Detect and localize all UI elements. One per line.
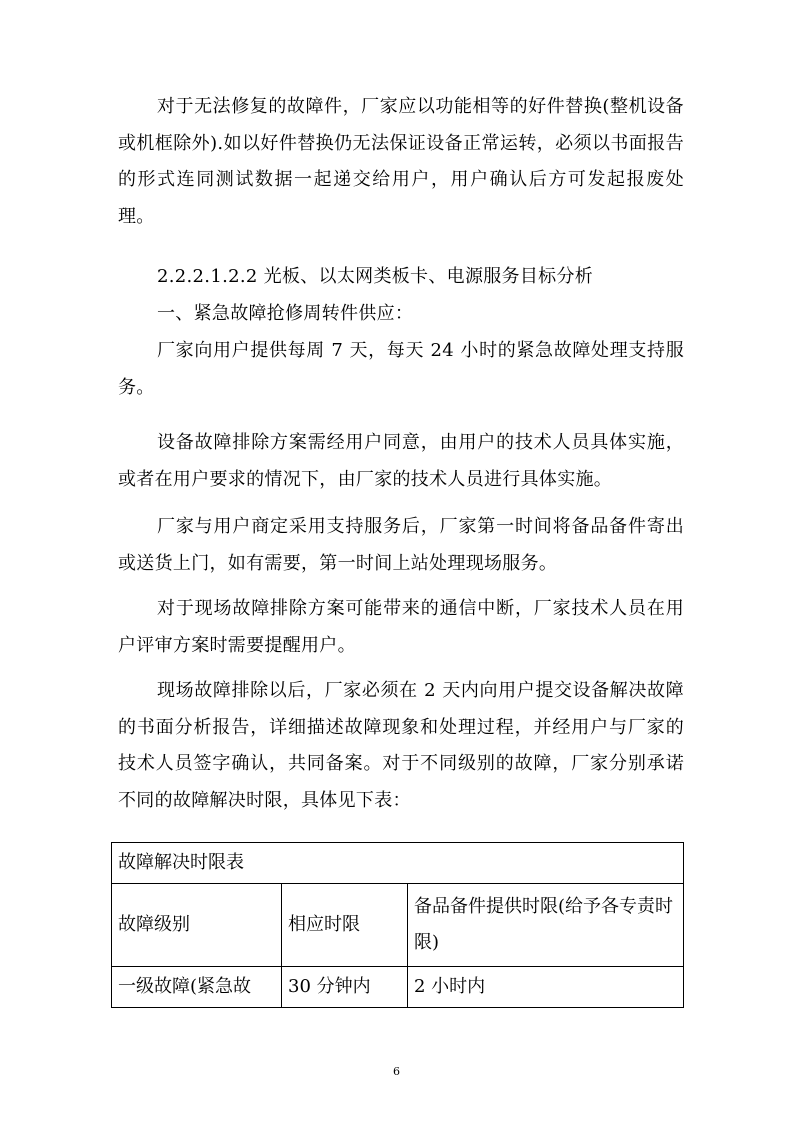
fault-resolution-table (111, 842, 684, 1008)
paragraph-replacement-policy: 对于无法修复的故障件，厂家应以功能相等的好件替换(整机设备或机框除外).如以好件替换仍无法保证设备正常运转，必须以书面报告的形式连同测试数据一起递交给用户，用户确认后方可发起报废处理。 (118, 96, 684, 228)
table-cell-response-time: 30 分钟内 (282, 967, 408, 1008)
table-header-spare-parts-time: 备品备件提供时限(给予各专责时限) (408, 884, 684, 967)
paragraph-spare-parts-delivery: 厂家与用户商定采用支持服务后，厂家第一时间将备品备件寄出或送货上门，如有需要，第一时间上站处理现场服务。 (118, 516, 684, 574)
table-title-row (112, 843, 684, 884)
page-number: 6 (393, 1065, 400, 1078)
table-header-fault-level: 故障级别 (112, 884, 282, 967)
table-cell-fault-level: 一级故障(紧急故 (112, 967, 282, 1008)
paragraph-analysis-report: 现场故障排除以后，厂家必须在 2 天内向用户提交设备解决故障的书面分析报告，详细描述故障现象和处理过程，并经用户与厂家的技术人员签字确认，共同备案。对于不同级别的故障，厂家分别承诺不同的故障解决时限，具体见下表： (118, 680, 684, 812)
paragraph-communication-interruption: 对于现场故障排除方案可能带来的通信中断，厂家技术人员在用户评审方案时需要提醒用户。 (118, 598, 684, 656)
table-row (112, 967, 684, 1008)
paragraph-troubleshooting-plan: 设备故障排除方案需经用户同意，由用户的技术人员具体实施，或者在用户要求的情况下，由厂家的技术人员进行具体实施。 (118, 432, 684, 490)
table-cell-spare-parts-time: 2 小时内 (408, 967, 684, 1008)
paragraph-24-7-support: 厂家向用户提供每周 7 天，每天 24 小时的紧急故障处理支持服务。 (118, 340, 684, 398)
table-header-response-time: 相应时限 (282, 884, 408, 967)
table-header-row (112, 884, 684, 967)
subheading-emergency-repair: 一、紧急故障抢修周转件供应： (157, 303, 414, 324)
table-title: 故障解决时限表 (112, 843, 684, 884)
section-heading-2-2-2-1-2-2: 2.2.2.1.2.2 光板、以太网类板卡、电源服务目标分析 (157, 266, 594, 287)
